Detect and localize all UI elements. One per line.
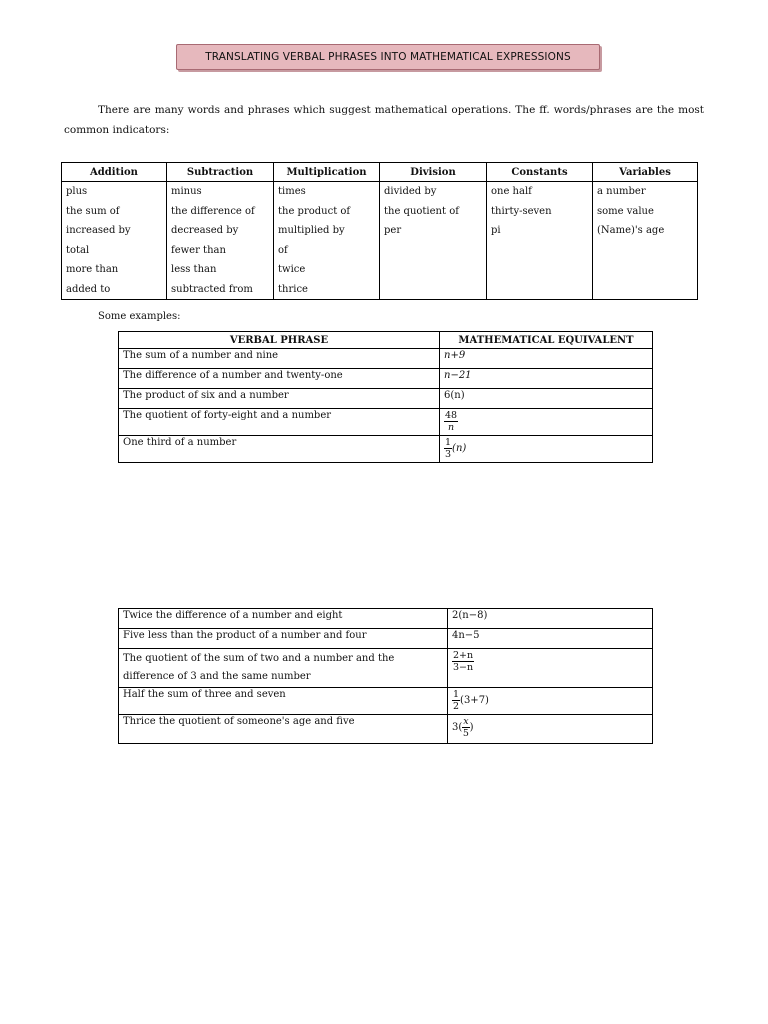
- table-cell: some value: [593, 202, 698, 222]
- examples-label: Some examples:: [98, 311, 181, 322]
- table-cell: per: [380, 221, 487, 241]
- verbal-phrase: Five less than the product of a number and four: [119, 629, 448, 649]
- table-cell: a number: [593, 182, 698, 202]
- table-cell: [380, 280, 487, 300]
- table-cell: the sum of: [62, 202, 167, 222]
- verbal-phrase: Twice the difference of a number and eight: [119, 609, 448, 629]
- table-cell: [487, 241, 593, 261]
- math-expression: n−21: [440, 369, 653, 389]
- verbal-phrase: One third of a number: [119, 436, 440, 463]
- table-row: [119, 609, 653, 629]
- table-cell: (Name)'s age: [593, 221, 698, 241]
- table-row: [119, 649, 653, 688]
- table-cell: fewer than: [167, 241, 274, 261]
- math-expression: [448, 649, 653, 688]
- table-cell: of: [274, 241, 380, 261]
- table-cell: more than: [62, 260, 167, 280]
- table-cell: divided by: [380, 182, 487, 202]
- table-cell: multiplied by: [274, 221, 380, 241]
- math-expression: n+9: [440, 349, 653, 369]
- col-header-subtraction: Subtraction: [167, 163, 274, 182]
- fraction: $\frac{1}{3}$: [445, 437, 452, 460]
- table-cell: subtracted from: [167, 280, 274, 300]
- verbal-phrase: The quotient of forty-eight and a number: [119, 409, 440, 436]
- math-expression: [440, 409, 653, 436]
- table-cell: times: [274, 182, 380, 202]
- col-header-multiplication: Multiplication: [274, 163, 380, 182]
- math-expression: 2(n−8): [448, 609, 653, 629]
- table-row: [62, 202, 698, 222]
- table-cell: pi: [487, 221, 593, 241]
- table-row: [62, 221, 698, 241]
- table-cell: the difference of: [167, 202, 274, 222]
- table-cell: [593, 260, 698, 280]
- table-cell: added to: [62, 280, 167, 300]
- examples-header-row: [119, 332, 653, 349]
- indicators-table: [61, 162, 698, 300]
- math-expression: 6(n): [440, 389, 653, 409]
- col-header-division: Division: [380, 163, 487, 182]
- table-cell: one half: [487, 182, 593, 202]
- examples-table-2: [118, 608, 653, 744]
- table-cell: increased by: [62, 221, 167, 241]
- table-cell: total: [62, 241, 167, 261]
- verbal-phrase: The difference of a number and twenty-one: [119, 369, 440, 389]
- fraction: $\frac{48}{n}$: [445, 410, 458, 433]
- col-header-constants: Constants: [487, 163, 593, 182]
- table-cell: the product of: [274, 202, 380, 222]
- fraction: $\frac{1}{2}$: [453, 689, 460, 712]
- table-cell: [487, 280, 593, 300]
- verbal-phrase: Half the sum of three and seven: [119, 688, 448, 715]
- table-row: [119, 349, 653, 369]
- table-cell: [593, 241, 698, 261]
- verbal-phrase: The quotient of the sum of two and a number and the difference of 3 and the same number: [119, 649, 448, 688]
- table-row: [119, 688, 653, 715]
- fraction: $\frac{2+n}{3-n}$: [453, 650, 474, 673]
- table-row: [119, 389, 653, 409]
- table-row: [119, 409, 653, 436]
- col-header-math-equivalent: MATHEMATICAL EQUIVALENT: [440, 332, 653, 349]
- math-expression: $\frac{1}{3}$ (n): [440, 436, 653, 463]
- table-cell: minus: [167, 182, 274, 202]
- fraction: $\frac{x}{5}$: [462, 716, 469, 739]
- intro-paragraph: There are many words and phrases which suggest mathematical operations. The ff. words/phrases are the most common indicators:: [64, 104, 704, 136]
- math-expression: $\frac{1}{2}$ (3+7): [448, 688, 653, 715]
- table-row: [119, 436, 653, 463]
- table-cell: [380, 241, 487, 261]
- verbal-phrase: Thrice the quotient of someone's age and five: [119, 715, 448, 744]
- table-row: [119, 369, 653, 389]
- table-cell: [380, 260, 487, 280]
- col-header-addition: Addition: [62, 163, 167, 182]
- table-row: [62, 280, 698, 300]
- table-row: [119, 715, 653, 744]
- table-row: [62, 260, 698, 280]
- examples-table: [118, 331, 653, 463]
- math-expression: 3( $\frac{x}{5}$ ): [448, 715, 653, 744]
- indicators-header-row: [62, 163, 698, 182]
- table-cell: [487, 260, 593, 280]
- math-expression: 4n−5: [448, 629, 653, 649]
- table-cell: twice: [274, 260, 380, 280]
- table-row: [62, 182, 698, 202]
- table-cell: the quotient of: [380, 202, 487, 222]
- table-cell: [593, 280, 698, 300]
- table-cell: less than: [167, 260, 274, 280]
- table-cell: plus: [62, 182, 167, 202]
- col-header-variables: Variables: [593, 163, 698, 182]
- verbal-phrase: The product of six and a number: [119, 389, 440, 409]
- table-cell: decreased by: [167, 221, 274, 241]
- table-row: [119, 629, 653, 649]
- page-title: TRANSLATING VERBAL PHRASES INTO MATHEMATICAL EXPRESSIONS: [176, 44, 600, 70]
- table-cell: thirty-seven: [487, 202, 593, 222]
- verbal-phrase: The sum of a number and nine: [119, 349, 440, 369]
- table-cell: thrice: [274, 280, 380, 300]
- table-row: [62, 241, 698, 261]
- col-header-verbal-phrase: VERBAL PHRASE: [119, 332, 440, 349]
